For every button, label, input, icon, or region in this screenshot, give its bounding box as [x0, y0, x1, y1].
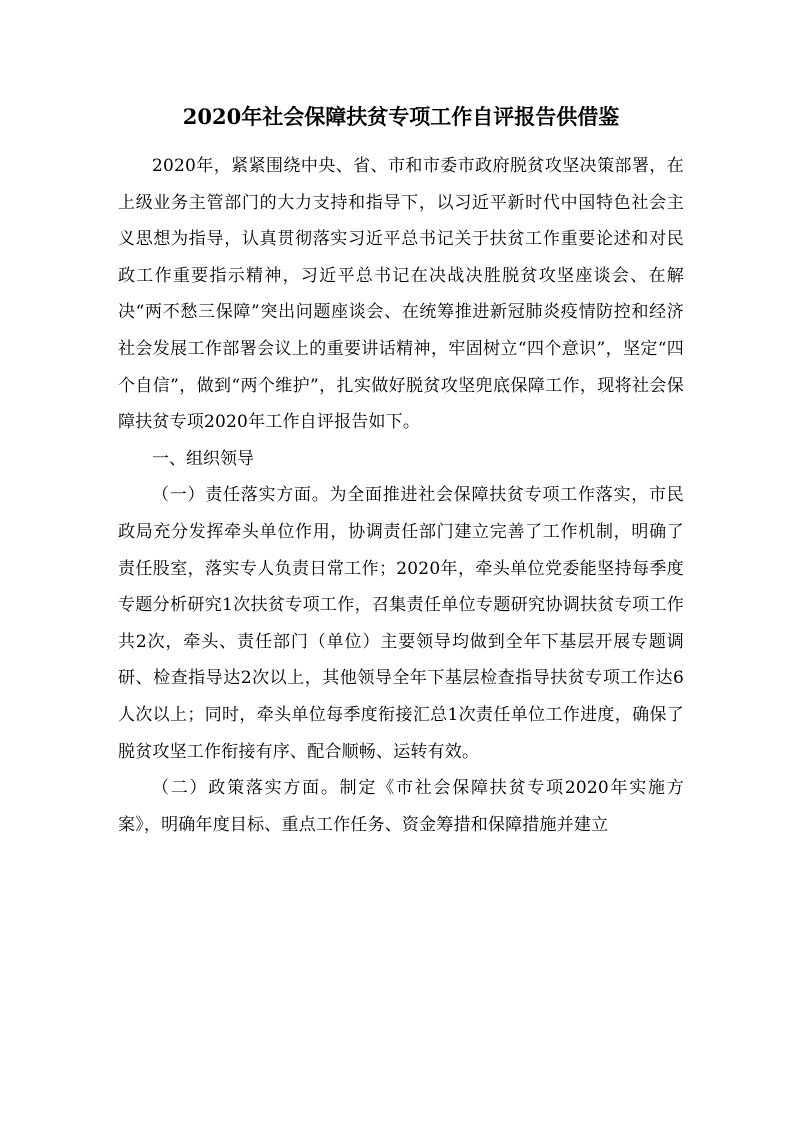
policy-paragraph: （二）政策落实方面。制定《市社会保障扶贫专项2020年实施方案》，明确年度目标、重点工作任务、资金筹措和保障措施并建立	[118, 778, 684, 835]
intro-paragraph: 2020年，紧紧围绕中央、省、市和市委市政府脱贫攻坚决策部署，在上级业务主管部门的大力支持和指导下，以习近平新时代中国特色社会主义思想为指导，认真贯彻落实习近平总书记关于扶贫工作重要论述和对民政工作重要指示精神，习近平总书记在决战决胜脱贫攻坚座谈会、在解决“两不愁三保障”突出问题座谈会、在统筹推进新冠肺炎疫情防控和经济社会发展工作部署会议上的重要讲话精神，牢固树立“四个意识”，坚定“四个自信”，做到“两个维护”，扎实做好脱贫攻坚兜底保障工作，现将社会保障扶贫专项2020年工作自评报告如下。	[118, 156, 684, 433]
document-page	[118, 100, 684, 843]
section-heading-organization: 一、组织领导	[152, 448, 254, 469]
responsibility-paragraph: （一）责任落实方面。为全面推进社会保障扶贫专项工作落实，市民政局充分发挥牵头单位作用，协调责任部门建立完善了工作机制，明确了责任股室，落实专人负责日常工作；2020年，牵头单位党委能坚持每季度专题分析研究1次扶贫专项工作，召集责任单位专题研究协调扶贫专项工作共2次，牵头、责任部门（单位）主要领导均做到全年下基层开展专题调研、检查指导达2次以上，其他领导全年下基层检查指导扶贫专项工作达6人次以上；同时，牵头单位每季度衔接汇总1次责任单位工作进度，确保了脱贫攻坚工作衔接有序、配合顺畅、运转有效。	[118, 485, 684, 762]
document-title: 2020年社会保障扶贫专项工作自评报告供借鉴	[182, 104, 620, 129]
